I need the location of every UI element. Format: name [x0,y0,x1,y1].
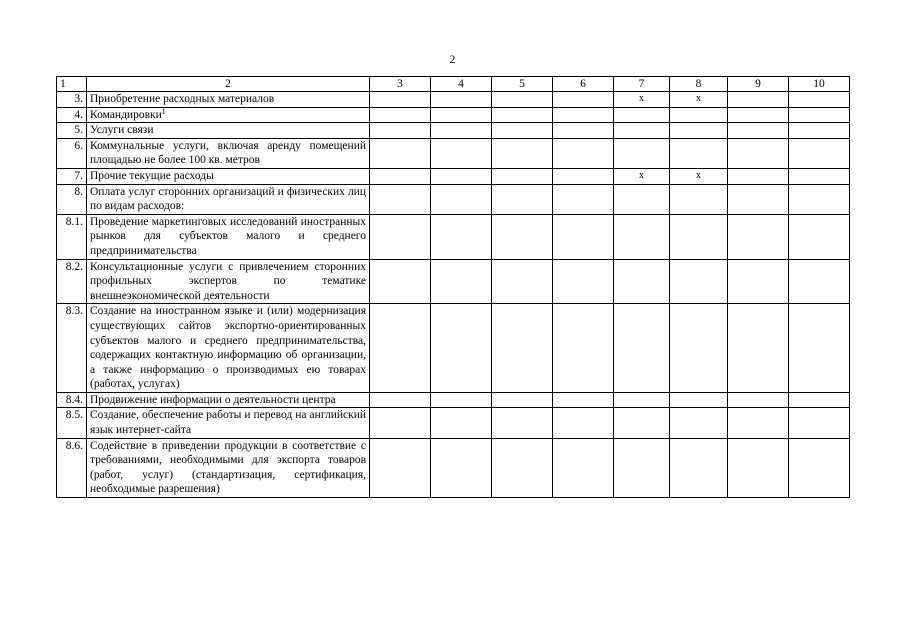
value-cell [670,107,728,123]
table-row [57,107,850,123]
value-cell: x [614,92,670,108]
value-cell [614,214,670,259]
value-cell [670,214,728,259]
value-cell [789,168,850,184]
value-cell [789,438,850,497]
value-cell [492,92,553,108]
value-cell [370,259,431,304]
row-number: 3. [57,92,87,108]
page-number: 2 [449,52,456,66]
value-cell [431,107,492,123]
row-number: 8. [57,184,87,214]
row-description [87,392,370,408]
value-cell [789,123,850,139]
column-header: 5 [492,77,553,92]
value-cell [789,92,850,108]
value-cell [789,392,850,408]
value-cell [370,438,431,497]
table-row [57,259,850,304]
value-cell: x [670,168,728,184]
row-description [87,123,370,139]
value-cell [370,184,431,214]
column-header: 8 [670,77,728,92]
value-cell [789,259,850,304]
row-description [87,214,370,259]
value-cell [789,184,850,214]
value-cell: x [670,92,728,108]
row-description-text: Командировки [90,108,162,121]
table-row [57,408,850,438]
value-cell [614,259,670,304]
value-cell [431,92,492,108]
value-cell [670,138,728,168]
value-cell [789,138,850,168]
row-number: 7. [57,168,87,184]
value-cell [553,184,614,214]
expense-table [56,76,850,498]
value-cell [370,304,431,393]
value-cell [728,438,789,497]
row-description-text: Консультационные услуги с привлечением сторонних профильных экспертов по тематике внешнеэкономической деятельности [90,260,366,302]
row-description-text: Приобретение расходных материалов [90,93,275,105]
value-cell [370,392,431,408]
table-row [57,304,850,393]
row-description [87,408,370,438]
row-description [87,168,370,184]
value-cell [431,123,492,139]
column-header: 3 [370,77,431,92]
value-cell [670,123,728,139]
value-cell [728,168,789,184]
value-cell [553,92,614,108]
value-cell [431,259,492,304]
row-description [87,107,370,123]
value-cell [614,138,670,168]
column-header: 2 [87,77,370,92]
row-description-text: Коммунальные услуги, включая аренду помещений площадью не более 100 кв. метров [90,139,366,167]
value-cell [553,107,614,123]
column-header: 4 [431,77,492,92]
value-cell [728,259,789,304]
column-header: 6 [553,77,614,92]
value-cell [370,168,431,184]
value-cell [728,408,789,438]
table-row [57,184,850,214]
value-cell [670,438,728,497]
value-cell [431,392,492,408]
value-cell [492,138,553,168]
value-cell [492,214,553,259]
value-cell [553,304,614,393]
value-cell [431,214,492,259]
value-cell [614,304,670,393]
value-cell [492,168,553,184]
table-row [57,123,850,139]
row-number: 8.1. [57,214,87,259]
column-header: 1 [57,77,87,92]
row-description-text: Проведение маркетинговых исследований иностранных рынков для субъектов малого и среднего предпринимательства [90,215,366,257]
row-number: 8.5. [57,408,87,438]
value-cell [431,184,492,214]
row-description-text: Оплата услуг сторонних организаций и физических лиц по видам расходов: [90,185,366,213]
value-cell [431,138,492,168]
value-cell [553,438,614,497]
value-cell [370,107,431,123]
value-cell [553,392,614,408]
row-number: 8.2. [57,259,87,304]
value-cell [728,107,789,123]
value-cell [789,408,850,438]
row-number: 5. [57,123,87,139]
value-cell [492,184,553,214]
value-cell [370,408,431,438]
value-cell [728,392,789,408]
value-cell [670,184,728,214]
value-cell [728,123,789,139]
value-cell [431,304,492,393]
row-number: 6. [57,138,87,168]
row-description-text: Прочие текущие расходы [90,169,214,182]
value-cell [553,214,614,259]
row-description [87,138,370,168]
row-description [87,184,370,214]
value-cell [492,392,553,408]
value-cell [370,214,431,259]
row-number: 4. [57,107,87,123]
value-cell [728,214,789,259]
table-row [57,214,850,259]
value-cell [553,408,614,438]
column-header: 7 [614,77,670,92]
value-cell [614,184,670,214]
table-row [57,168,850,184]
row-description [87,92,370,108]
value-cell [492,123,553,139]
value-cell [614,438,670,497]
value-cell [492,408,553,438]
value-cell [492,438,553,497]
value-cell [492,304,553,393]
row-description-text: Создание на иностранном языке и (или) модернизация существующих сайтов экспортно-ориентированных субъектов малого и среднего предпринимательства, содержащих контактную информацию об организации, а также информацию о производимых ею товарах (работах, услугах) [90,305,366,391]
value-cell [553,259,614,304]
row-description [87,259,370,304]
value-cell [431,438,492,497]
row-description-text: Услуги связи [90,124,154,137]
table-row [57,392,850,408]
value-cell [728,92,789,108]
value-cell [670,304,728,393]
column-number-row [57,77,850,92]
value-cell [553,168,614,184]
row-number: 8.4. [57,392,87,408]
value-cell [614,408,670,438]
value-cell [789,214,850,259]
value-cell [370,123,431,139]
row-description [87,438,370,497]
table-row [57,138,850,168]
column-header: 10 [789,77,850,92]
value-cell [370,138,431,168]
value-cell [431,168,492,184]
value-cell [614,392,670,408]
value-cell [728,184,789,214]
value-cell [614,107,670,123]
value-cell [789,107,850,123]
value-cell [553,123,614,139]
value-cell [670,392,728,408]
value-cell [614,123,670,139]
value-cell [370,92,431,108]
value-cell [492,259,553,304]
table-row [57,438,850,497]
row-description-text: Содействие в приведении продукции в соответствие с требованиями, необходимыми для экспорта товаров (работ, услуг) (стандартизация, сертификация, необходимые разрешения) [90,439,366,496]
row-description [87,304,370,393]
value-cell [728,138,789,168]
value-cell [670,408,728,438]
row-description-text: Создание, обеспечение работы и перевод на английский язык интернет-сайта [90,409,366,437]
value-cell [670,259,728,304]
value-cell [431,408,492,438]
value-cell [789,304,850,393]
row-description-text: Продвижение информации о деятельности центра [90,393,336,406]
row-number: 8.6. [57,438,87,497]
value-cell: x [614,168,670,184]
value-cell [553,138,614,168]
value-cell [492,107,553,123]
table-row [57,92,850,108]
footnote-marker: 1 [161,107,166,116]
row-number: 8.3. [57,304,87,393]
value-cell [728,304,789,393]
column-header: 9 [728,77,789,92]
